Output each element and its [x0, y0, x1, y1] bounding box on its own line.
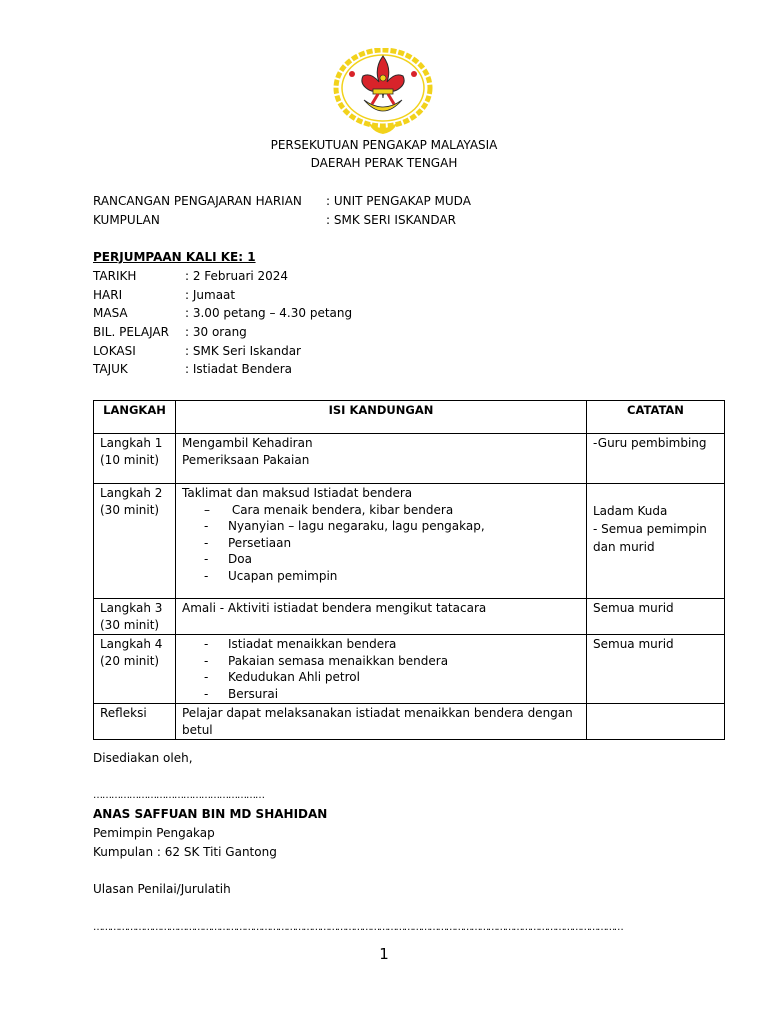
bullet-text: Cara menaik bendera, kibar bendera: [228, 502, 454, 517]
field-value: : SMK Seri Iskandar: [185, 344, 301, 358]
page-number: 1: [379, 945, 389, 963]
content-bullet: [182, 535, 580, 552]
content-bullet: [182, 669, 580, 686]
content-bullet: [182, 636, 580, 653]
note-cell: [587, 635, 725, 704]
note-line: Semua murid: [593, 601, 674, 615]
bullet-text: Bersurai: [228, 686, 279, 701]
step-label: Refleksi: [100, 706, 147, 720]
field-value: : 3.00 petang – 4.30 petang: [185, 306, 353, 320]
note-line: -Guru pembimbing: [593, 436, 707, 450]
lesson-plan-table: [93, 400, 725, 740]
bullet-dash: -: [204, 670, 209, 684]
note-cell: [587, 599, 725, 635]
bullet-text: Ucapan pemimpin: [228, 568, 338, 583]
field-value: : Jumaat: [185, 288, 236, 302]
bullet-text: Doa: [228, 552, 252, 566]
group-line: [93, 212, 456, 228]
review-label: Ulasan Penilai/Jurulatih: [93, 882, 231, 896]
meeting-field: [93, 305, 352, 321]
content-line: Taklimat dan maksud Istiadat bendera: [182, 486, 413, 500]
table-row: [94, 635, 725, 704]
table-row: [94, 484, 725, 599]
content-bullet: [182, 653, 580, 670]
content-cell: [176, 599, 587, 635]
field-label: TARIKH: [93, 269, 137, 283]
header-catatan: CATATAN: [587, 401, 725, 434]
content-line: Amali - Aktiviti istiadat bendera mengikut tatacara: [182, 601, 487, 615]
note-line: Ladam Kuda: [593, 503, 668, 518]
content-line: Pelajar dapat melaksanakan istiadat menaikkan bendera dengan: [182, 706, 573, 720]
step-cell: [94, 484, 176, 599]
step-duration: (30 minit): [100, 502, 160, 517]
signatory-group: Kumpulan : 62 SK Titi Gantong: [93, 845, 277, 859]
meeting-field: [93, 287, 235, 303]
note-cell: [587, 434, 725, 484]
step-duration: (20 minit): [100, 653, 160, 668]
content-bullet: [182, 502, 580, 519]
content-bullet: [182, 551, 580, 568]
bullet-dash: –: [204, 502, 210, 517]
bullet-dash: -: [204, 637, 209, 651]
table-row: [94, 599, 725, 635]
group-value: : SMK SERI ISKANDAR: [326, 213, 456, 227]
field-label: BIL. PELAJAR: [93, 325, 169, 339]
content-cell: [176, 484, 587, 599]
field-value: : 2 Februari 2024: [185, 269, 289, 283]
signatory-role: Pemimpin Pengakap: [93, 826, 215, 840]
field-value: : Istiadat Bendera: [185, 362, 293, 376]
step-duration: (10 minit): [100, 452, 160, 467]
bullet-dash: -: [204, 686, 209, 701]
bullet-dash: -: [204, 653, 209, 668]
scout-emblem-logo: [332, 48, 434, 136]
bullet-dash: -: [204, 552, 209, 566]
content-bullet: [182, 686, 580, 703]
bullet-text: Persetiaan: [228, 535, 292, 550]
review-line: ………………………………………………………………………………………………………………………………………………………………………: [93, 922, 623, 933]
step-cell: [94, 704, 176, 740]
signature-line: …………………………………………………: [93, 790, 264, 801]
bullet-dash: -: [204, 535, 209, 550]
header-langkah: LANGKAH: [94, 401, 176, 434]
note-cell: [587, 704, 725, 740]
bullet-text: Nyanyian – lagu negaraku, lagu pengakap,: [228, 519, 485, 533]
table-row: [94, 434, 725, 484]
meeting-field: [93, 361, 292, 377]
content-cell: [176, 434, 587, 484]
prepared-by: Disediakan oleh,: [93, 751, 193, 765]
table-row: [94, 704, 725, 740]
field-label: HARI: [93, 288, 123, 302]
bullet-dash: -: [204, 568, 209, 583]
table-header-row: [94, 401, 725, 434]
content-cell: [176, 704, 587, 740]
bullet-text: Pakaian semasa menaikkan bendera: [228, 653, 449, 668]
meeting-title: PERJUMPAAN KALI KE: 1: [93, 250, 256, 264]
bullet-text: Istiadat menaikkan bendera: [228, 637, 397, 651]
bullet-text: Kedudukan Ahli petrol: [228, 670, 360, 684]
field-label: TAJUK: [93, 362, 128, 376]
step-cell: [94, 635, 176, 704]
field-label: MASA: [93, 306, 128, 320]
step-cell: [94, 599, 176, 635]
note-cell: [587, 484, 725, 599]
content-line: Mengambil Kehadiran: [182, 436, 313, 450]
content-cell: [176, 635, 587, 704]
plan-label: RANCANGAN PENGAJARAN HARIAN: [93, 194, 302, 208]
note-line: Semua murid: [593, 637, 674, 651]
content-line: Pemeriksaan Pakaian: [182, 452, 310, 467]
district-name: DAERAH PERAK TENGAH: [310, 156, 458, 170]
step-cell: [94, 434, 176, 484]
content-bullet: [182, 518, 580, 535]
content-line: betul: [182, 722, 213, 737]
plan-value: : UNIT PENGAKAP MUDA: [326, 194, 471, 208]
step-label: Langkah 2: [100, 486, 163, 500]
note-line: [593, 485, 718, 502]
field-label: LOKASI: [93, 344, 136, 358]
field-value: : 30 orang: [185, 325, 247, 339]
meeting-field: [93, 343, 301, 359]
note-line: dan murid: [593, 539, 655, 554]
header-isi-kandungan: ISI KANDUNGAN: [176, 401, 587, 434]
meeting-field: [93, 268, 288, 284]
step-label: Langkah 4: [100, 637, 163, 651]
meeting-field: [93, 324, 247, 340]
step-duration: (30 minit): [100, 617, 160, 632]
step-label: Langkah 3: [100, 601, 163, 615]
step-label: Langkah 1: [100, 436, 163, 450]
signatory-name: ANAS SAFFUAN BIN MD SHAHIDAN: [93, 807, 328, 821]
content-bullet: [182, 568, 580, 585]
bullet-dash: -: [204, 519, 209, 533]
note-line: - Semua pemimpin: [593, 521, 707, 536]
plan-line: [93, 193, 471, 209]
organization-name: PERSEKUTUAN PENGAKAP MALAYASIA: [270, 138, 498, 152]
group-label: KUMPULAN: [93, 213, 160, 227]
